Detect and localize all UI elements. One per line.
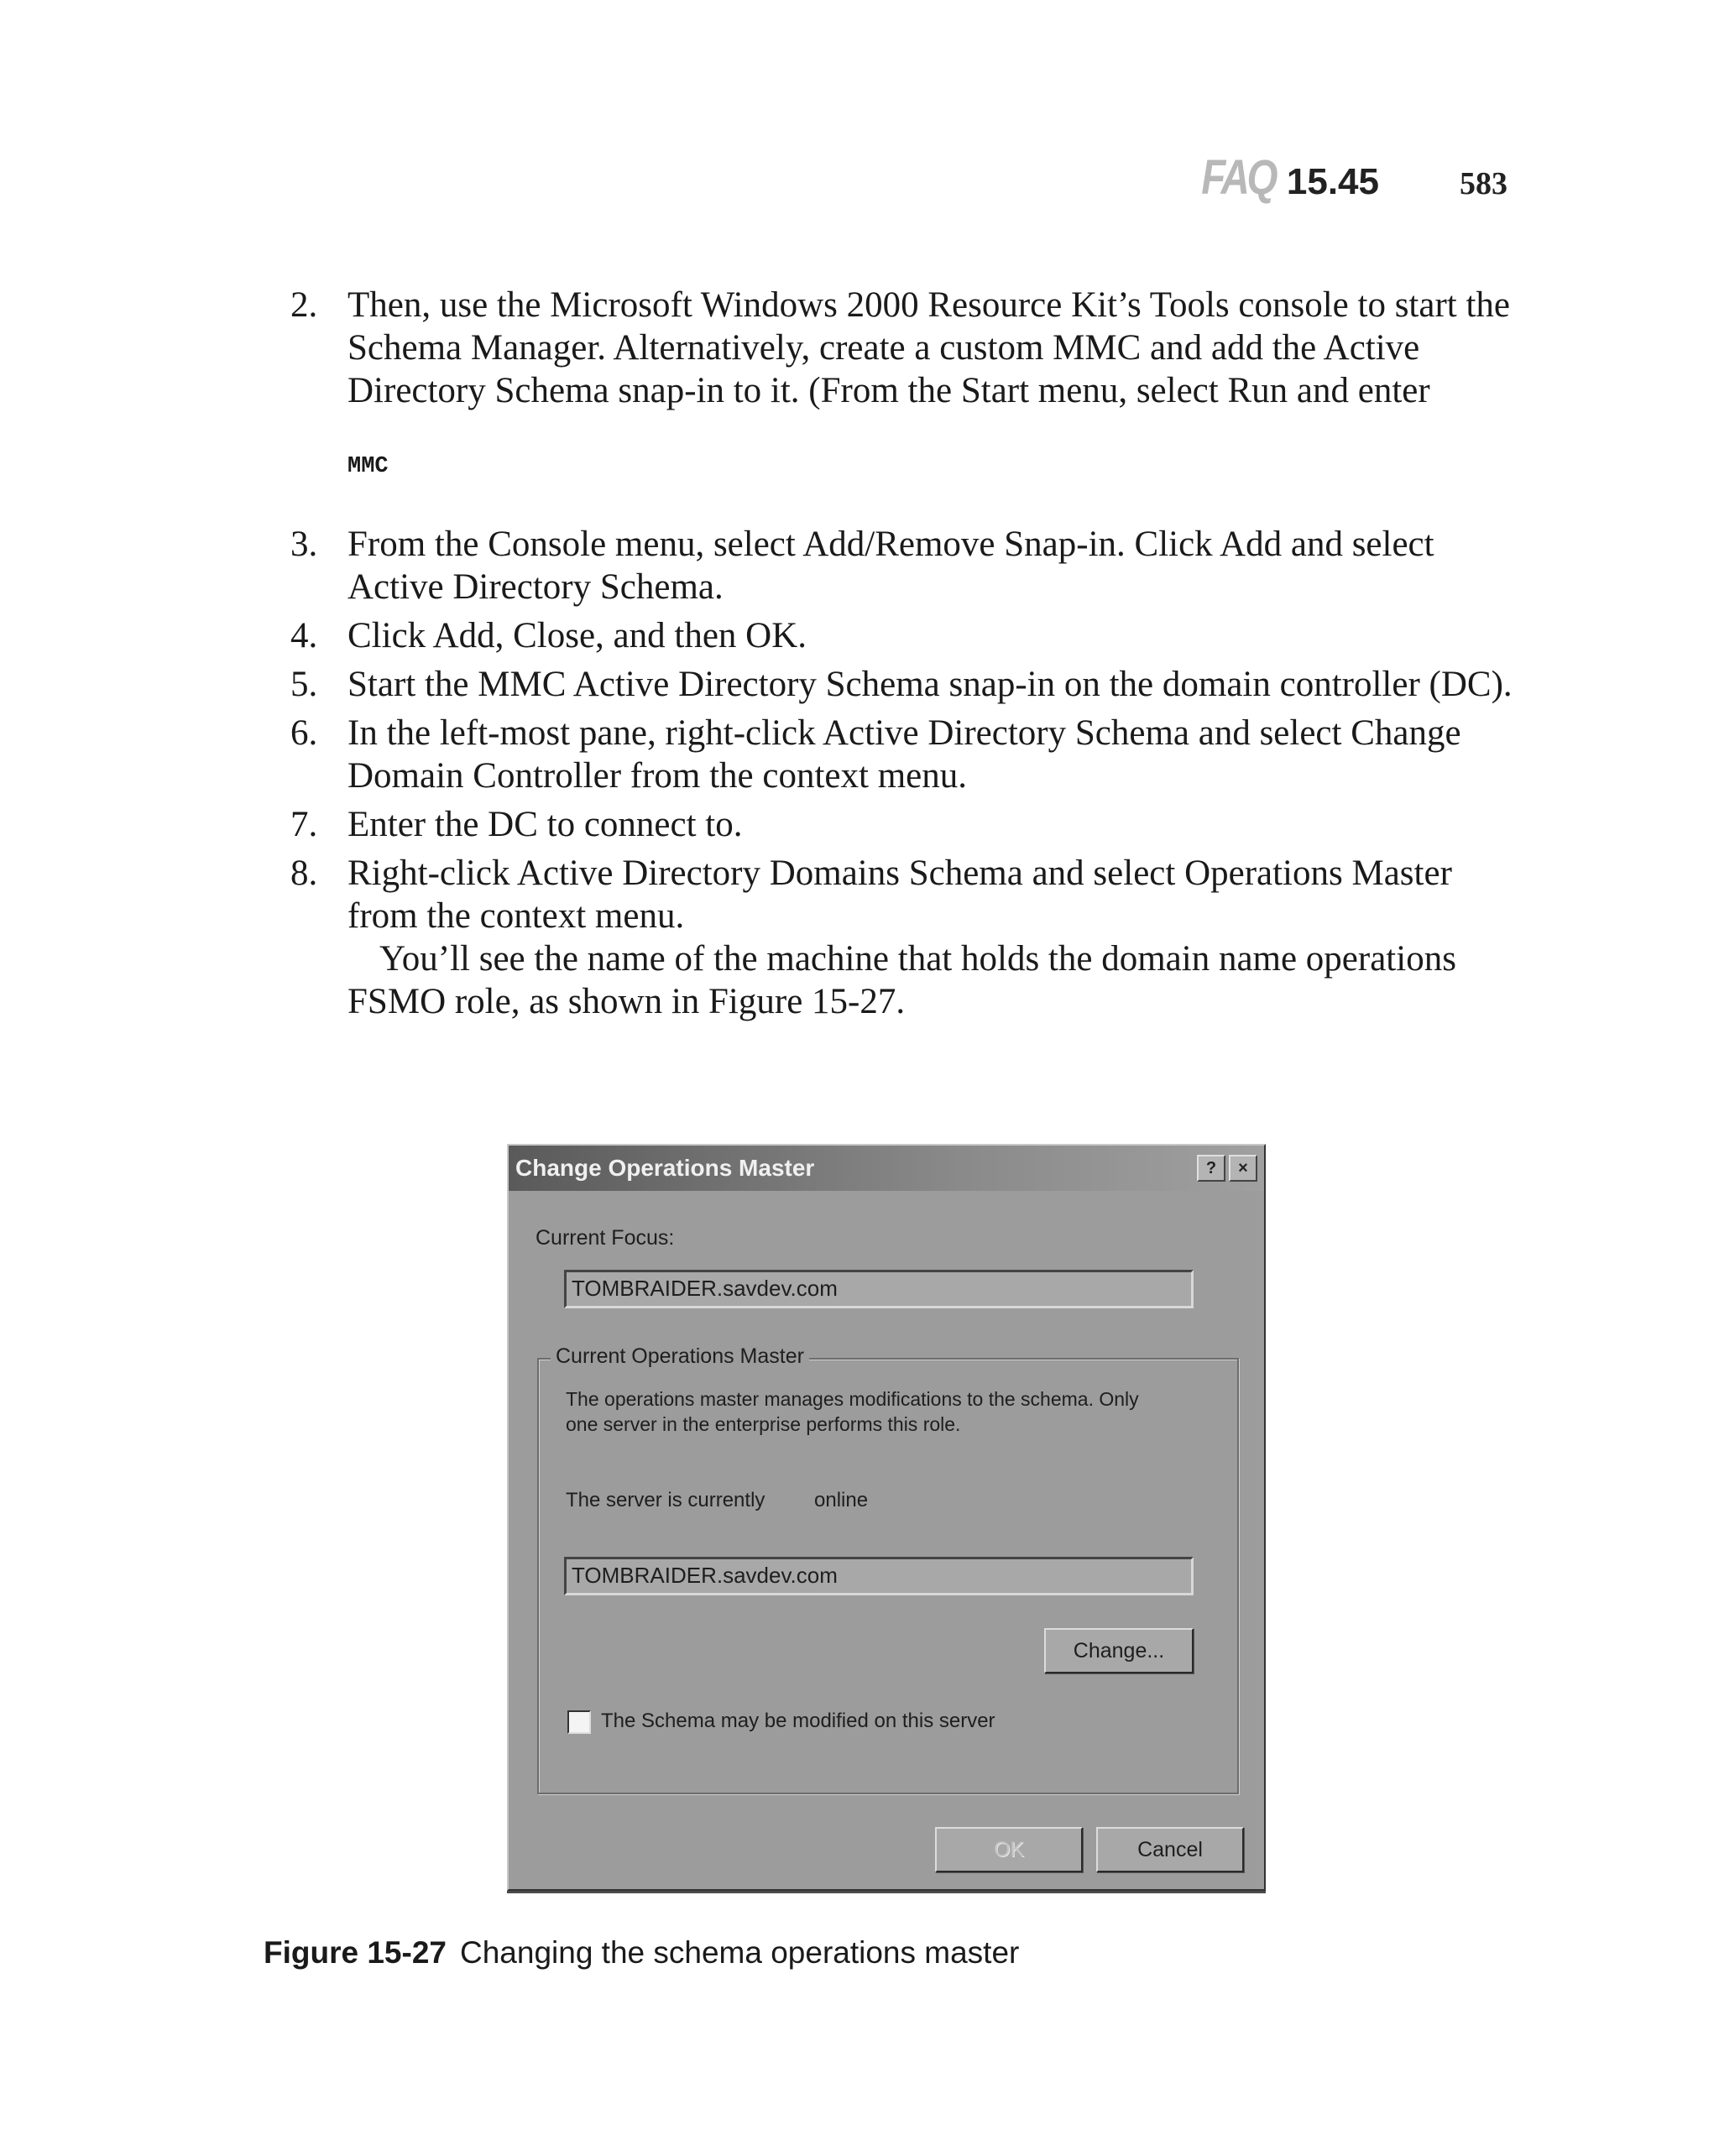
- cancel-button[interactable]: Cancel: [1096, 1827, 1244, 1872]
- description-text: The operations master manages modifications to the schema. Only one server in the enterprise performs this role.: [566, 1388, 1139, 1435]
- list-item: 5. Start the MMC Active Directory Schema snap-in on the domain controller (DC).: [290, 665, 1513, 704]
- list-item: 3. From the Console menu, select Add/Remove Snap-in. Click Add and select Active Directory Schema.: [290, 525, 1434, 607]
- change-operations-master-dialog: [507, 1144, 1266, 1891]
- close-button[interactable]: ×: [1229, 1155, 1257, 1182]
- status-label: The server is currently: [566, 1489, 765, 1511]
- schema-modify-checkbox[interactable]: [567, 1710, 591, 1734]
- caption-text: Changing the schema operations master: [459, 1935, 1020, 1970]
- current-focus-field[interactable]: TOMBRAIDER.savdev.com: [564, 1270, 1194, 1308]
- list-item: 6. In the left-most pane, right-click Active Directory Schema and select Change Domain Controller from the context menu.: [290, 713, 1461, 796]
- ok-button[interactable]: OK: [935, 1827, 1083, 1872]
- group-title: Current Operations Master: [551, 1344, 809, 1369]
- faq-label: [1185, 149, 1379, 206]
- change-button[interactable]: Change...: [1044, 1628, 1194, 1673]
- faq-number: 15.45: [1286, 161, 1379, 202]
- help-button[interactable]: ?: [1197, 1155, 1225, 1182]
- status-value: online: [814, 1489, 869, 1511]
- page-number: 583: [1460, 166, 1507, 201]
- dialog-title: Change Operations Master: [515, 1155, 815, 1181]
- code-line: MMC: [347, 454, 389, 479]
- operations-master-field[interactable]: TOMBRAIDER.savdev.com: [564, 1557, 1194, 1595]
- running-header: [1185, 149, 1507, 206]
- list-item: 2. Then, use the Microsoft Windows 2000 Resource Kit’s Tools console to start the Schema Manager. Alternatively, create a custom MMC and add the Active Directory Schema snap-in to it. (From the Start menu, select Run and enter: [290, 285, 1511, 410]
- instruction-list: [290, 284, 1516, 1029]
- figure-caption: [264, 1935, 1019, 1971]
- figure-number: Figure 15-27: [264, 1935, 447, 1970]
- current-focus-label: Current Focus:: [536, 1226, 675, 1250]
- followup-paragraph: You’ll see the name of the machine that holds the domain name operations FSMO role, as shown in Figure 15-27.: [347, 939, 1456, 1021]
- dialog-titlebar[interactable]: [509, 1146, 1264, 1191]
- list-item: 8. Right-click Active Directory Domains Schema and select Operations Master from the context menu. You’ll see the name of the machine that holds the domain name operations FSMO role, as shown in Figure 15-27.: [290, 852, 1516, 1023]
- checkbox-label[interactable]: The Schema may be modified on this server: [601, 1710, 995, 1732]
- faq-logo: FAQ: [1200, 150, 1275, 205]
- list-item: 7. Enter the DC to connect to.: [290, 805, 743, 844]
- list-item: 4. Click Add, Close, and then OK.: [290, 616, 807, 655]
